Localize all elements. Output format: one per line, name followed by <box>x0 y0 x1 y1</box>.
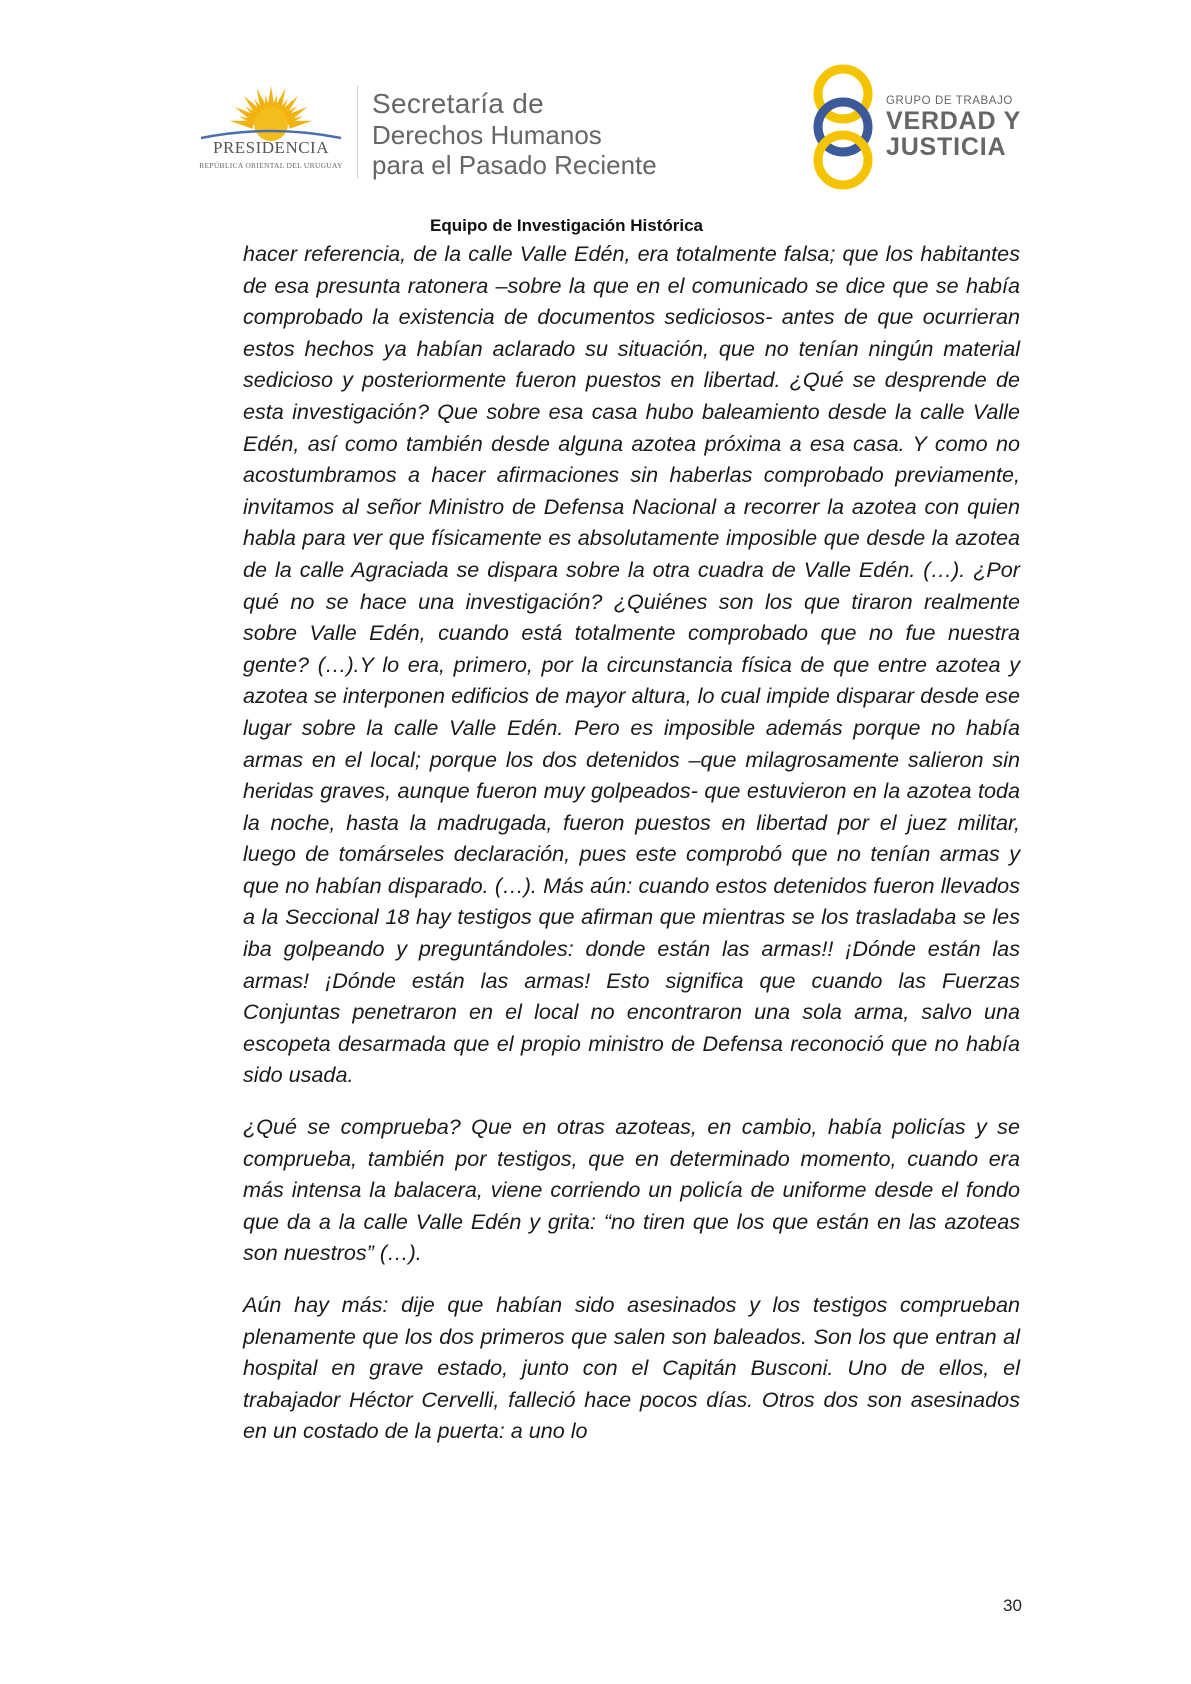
page-header <box>0 0 1191 210</box>
justicia-label: JUSTICIA <box>886 133 1007 161</box>
paragraph: Aún hay más: dije que habían sido asesinados y los testigos comprueban plenamente que los dos primeros que salen son baleados. Son los que entran al hospital en grave estado, junto con el Capitán Busconi. Uno de ellos, el trabajador Héctor Cervelli, falleció hace pocos días. Otros dos son asesinados en un costado de la puerta: a uno lo <box>243 1292 1020 1444</box>
verdad-justicia-logo-text <box>886 94 1021 160</box>
verdad-y-label: VERDAD Y <box>886 107 1022 135</box>
grupo-trabajo-label: GRUPO DE TRABAJO <box>886 95 1013 107</box>
secretaria-logo-text <box>372 88 657 180</box>
header-divider <box>357 86 358 178</box>
verdad-justicia-rings-icon <box>808 64 878 190</box>
presidencia-name: PRESIDENCIA <box>212 138 329 157</box>
presidencia-subtitle: REPÚBLICA ORIENTAL DEL URUGUAY <box>199 161 343 170</box>
document-body <box>243 238 1020 1447</box>
secretaria-line-1: Secretaría de <box>372 88 544 119</box>
paragraph: ¿Qué se comprueba? Que en otras azoteas, en cambio, había policías y se comprueba, también por testigos, que en determinado momento, cuando era más intensa la balacera, viene corriendo un policía de uniforme desde el fondo que da a la calle Valle Edén y grita: “no tiren que los que están en las azoteas son nuestros” (…). <box>243 1114 1020 1266</box>
page-number: 30 <box>1003 1596 1022 1615</box>
secretaria-line-2: Derechos Humanos <box>372 120 602 150</box>
paragraph: hacer referencia, de la calle Valle Edén, era totalmente falsa; que los habitantes de esa presunta ratonera –sobre la que en el comunicado se dice que se había comprobado la existencia de documentos sediciosos- antes de que ocurrieran estos hechos ya habían aclarado su situación, que no tenían ningún material sedicioso y posteriormente fueron puestos en libertad. ¿Qué se desprende de esta investigación? Que sobre esa casa hubo baleamiento desde la calle Valle Edén, así como también desde alguna azotea próxima a esa casa. Y como no acostumbramos a hacer afirmaciones sin haberlas comprobado previamente, invitamos al señor Ministro de Defensa Nacional a recorrer la azotea con quien habla para ver que físicamente es absolutamente imposible que desde la azotea de la calle Agraciada se dispara sobre la otra cuadra de Valle Edén. (…). ¿Por qué no se hace una investigación? ¿Quiénes son los que tiraron realmente sobre Valle Edén, cuando está totalmente comprobado que no fue nuestra gente? (…).Y lo era, primero, por la circunstancia física de que entre azotea y azotea se interponen edificios de mayor altura, lo cual impide disparar desde ese lugar sobre la calle Valle Edén. Pero es imposible además porque no había armas en el local; porque los dos detenidos –que milagrosamente salieron sin heridas graves, aunque fueron muy golpeados- que estuvieron en la azotea toda la noche, hasta la madrugada, fueron puestos en libertad por el juez militar, luego de tomárseles declaración, pues este comprobó que no tenían armas y que no habían disparado. (…). Más aún: cuando estos detenidos fueron llevados a la Seccional 18 hay testigos que afirman que mientras se los trasladaba se les iba golpeando y preguntándoles: donde están las armas!! ¡Dónde están las armas! ¡Dónde están las armas! Esto significa que cuando las Fuerzas Conjuntas penetraron en el local no encontraron una sola arma, salvo una escopeta desarmada que el propio ministro de Defensa reconoció que no había sido usada. <box>243 241 1020 1088</box>
secretaria-line-3: para el Pasado Reciente <box>372 150 657 180</box>
presidencia-logo <box>196 80 346 190</box>
team-title: Equipo de Investigación Histórica <box>430 216 703 235</box>
